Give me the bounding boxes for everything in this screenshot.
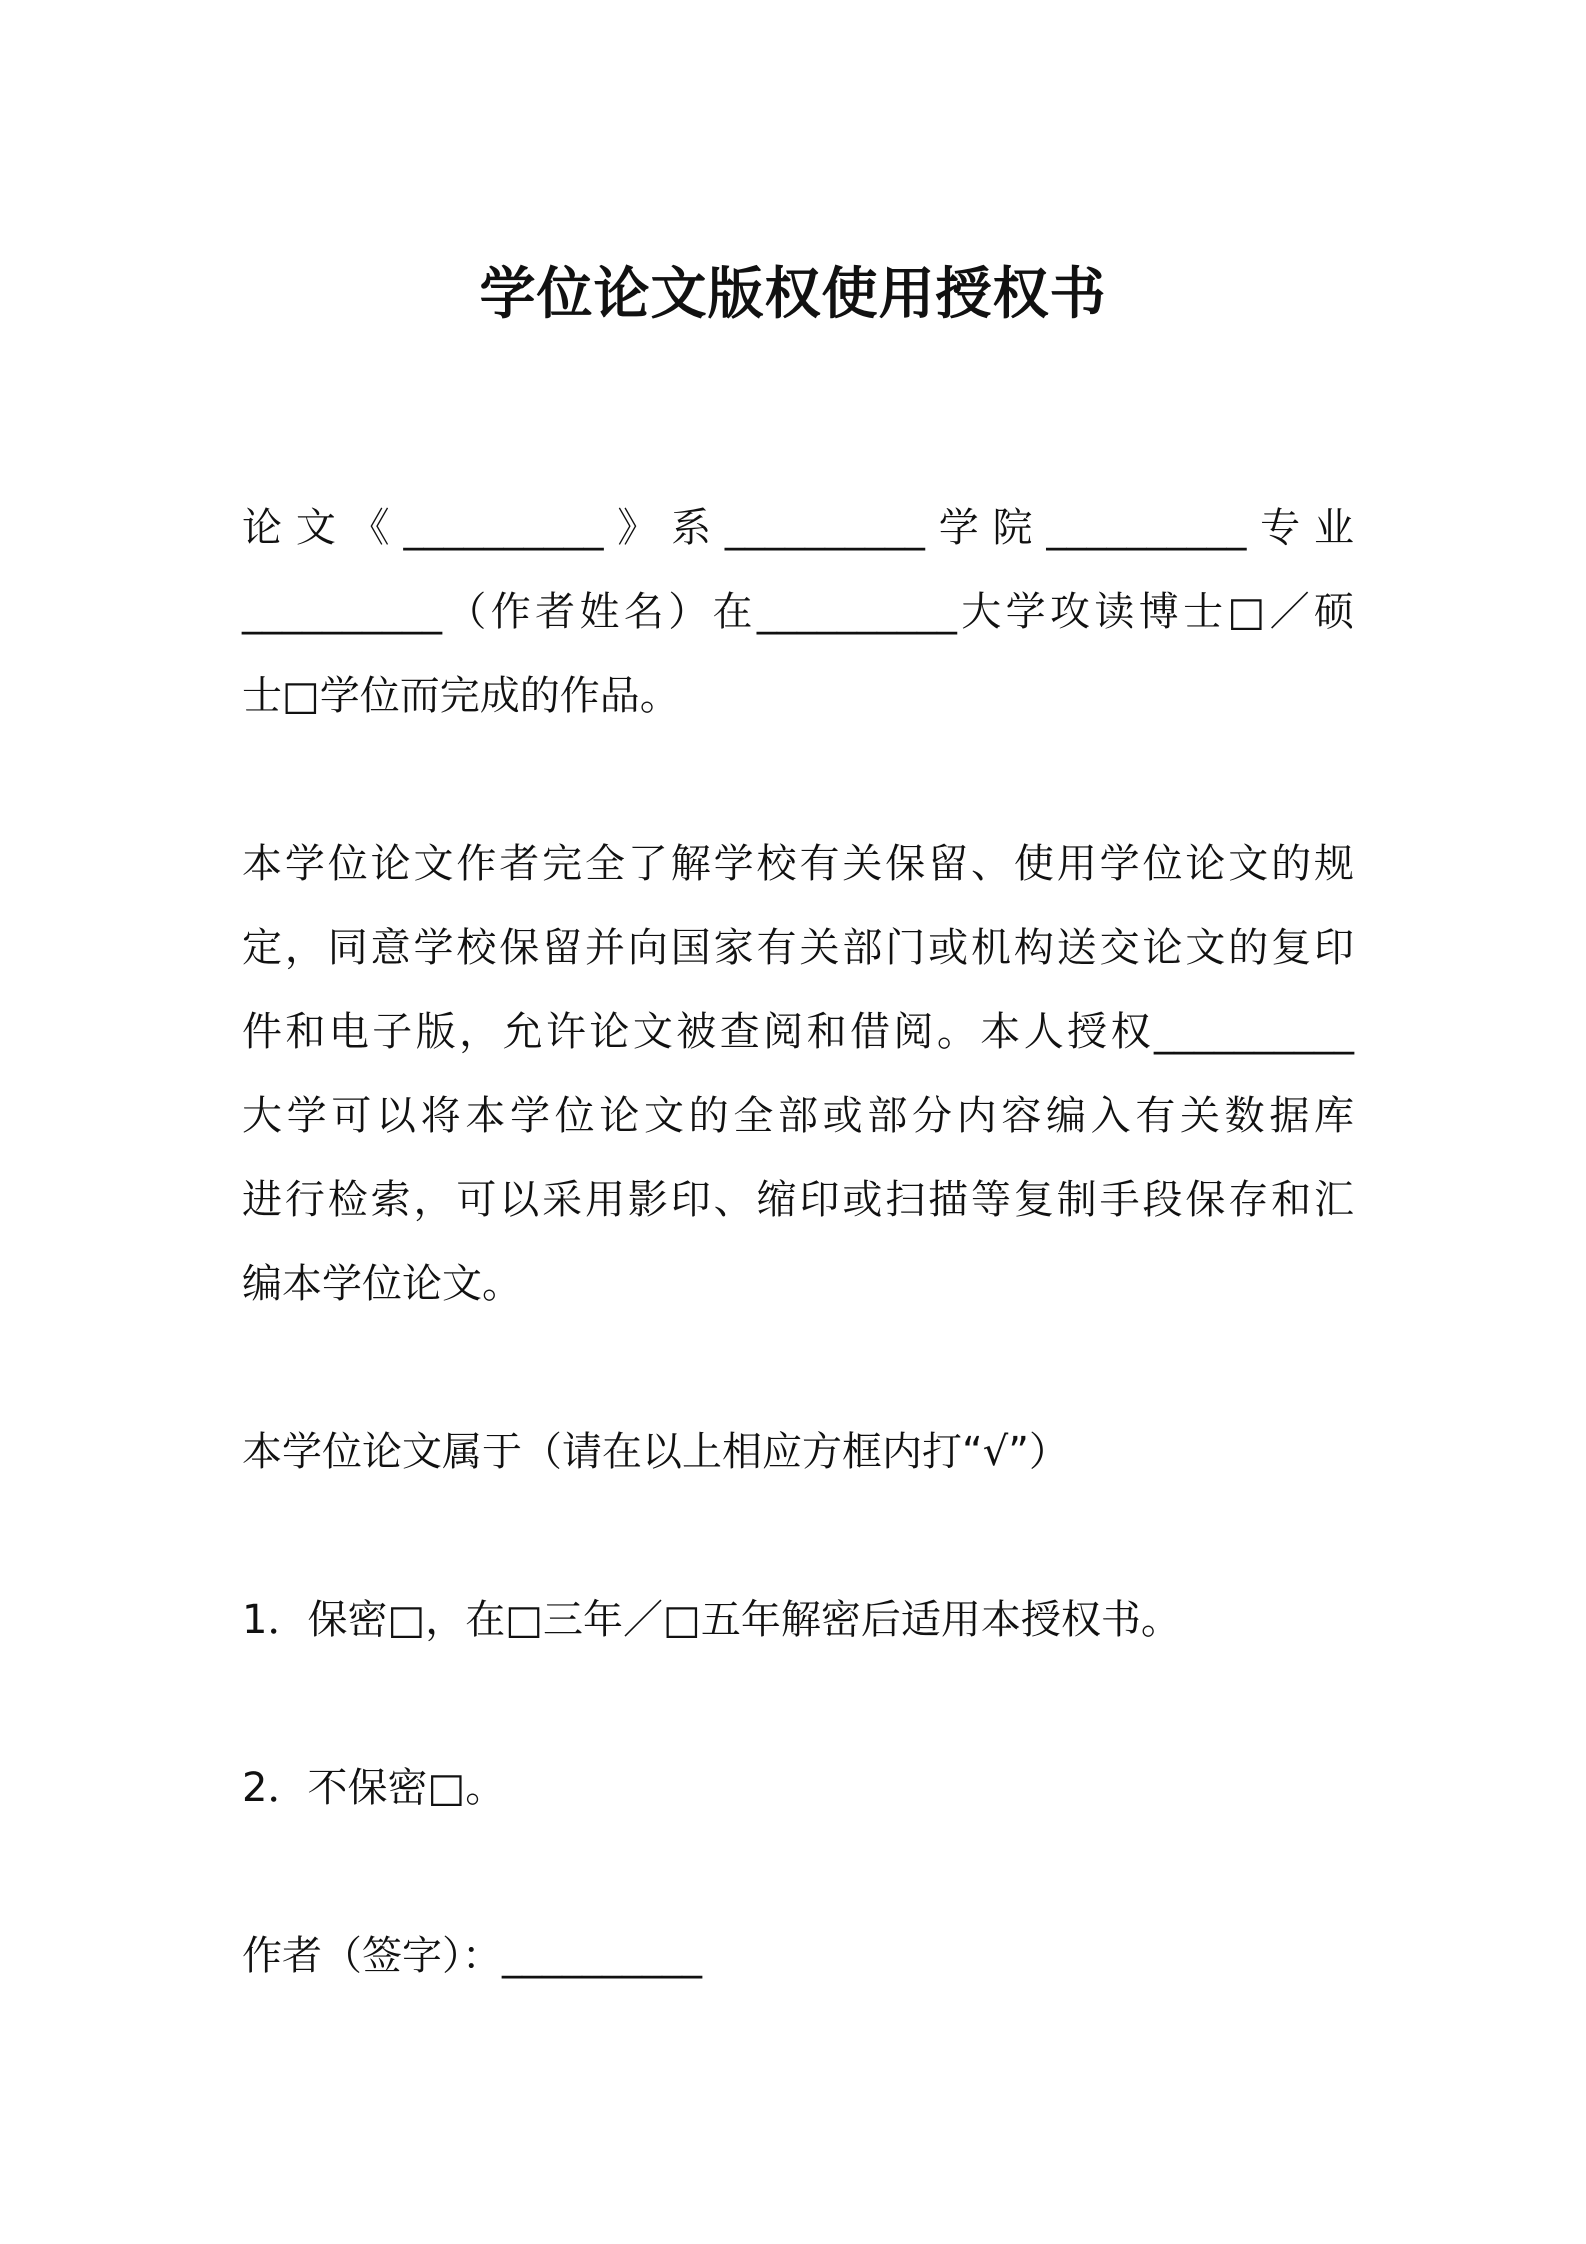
paragraph-line: 论文《__________》系__________学院__________专业 (242, 505, 1354, 551)
paragraph-line: __________（作者姓名）在__________大学攻读博士□／硕 (242, 589, 1354, 635)
paragraph-line: 大学可以将本学位论文的全部或部分内容编入有关数据库 (242, 1093, 1354, 1139)
paragraph-thesis-info (242, 486, 1354, 738)
paragraph-line: 件和电子版，允许论文被查阅和借阅。本人授权__________ (242, 1009, 1354, 1055)
paragraph-line: 本学位论文作者完全了解学校有关保留、使用学位论文的规 (242, 841, 1354, 887)
author-signature-field: 作者（签字）：__________ (242, 1933, 702, 1979)
paragraph-line: 进行检索，可以采用影印、缩印或扫描等复制手段保存和汇 (242, 1177, 1354, 1223)
paragraph-line: 编本学位论文。 (242, 1261, 522, 1307)
paragraph-line: 定，同意学校保留并向国家有关部门或机构送交论文的复印 (242, 925, 1354, 971)
paragraph-authorization (242, 822, 1354, 1326)
classification-note: 本学位论文属于（请在以上相应方框内打“√”） (242, 1429, 1069, 1475)
document-title: 学位论文版权使用授权书 (479, 262, 1107, 327)
option-confidential: 1．保密□，在□三年／□五年解密后适用本授权书。 (242, 1597, 1181, 1643)
paragraph-line: 士□学位而完成的作品。 (242, 673, 680, 719)
option-not-confidential: 2．不保密□。 (242, 1765, 506, 1811)
